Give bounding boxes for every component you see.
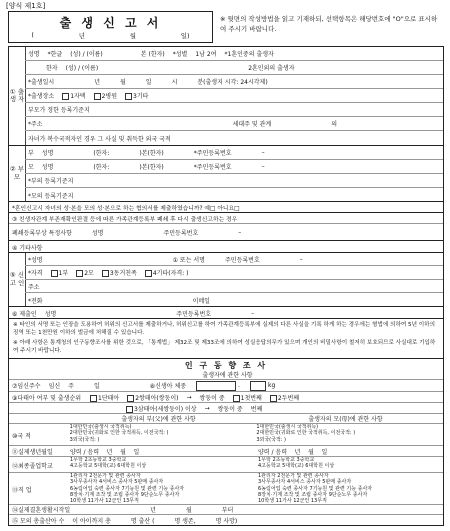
parent-info-header: 출생자의 부(父)에 관한 사항 출생자의 모(母)에 관한 사항: [9, 414, 443, 424]
multiple-nationality-row[interactable]: 자녀가 복수국적자인 경우 그 사실 및 취득한 외국 국적: [28, 136, 171, 143]
father-row[interactable]: 부 성명 (한자: )본(한자) *주민등록번호 –: [25, 146, 443, 160]
nationality-row[interactable]: ⑩국 적 1대한민국(출생시 국적취득) 2대한민국(귀화로 인한 국적취득, 이전국적: ) 3외국(국적: ) 1대한민국(출생시 국적취득) 2대한민국(귀화로 인한 국적취득, 이전국적: ) 3외국(국적: ): [9, 424, 443, 446]
filing-date: [9, 31, 212, 40]
date-part: 년: [78, 32, 85, 40]
baby-name-row[interactable]: 성명 *한글 (성) / (이름) 본 (한자) *성별 1남 2여 *1혼인중의 출생자: [25, 47, 443, 61]
address-row[interactable]: *주소 세대주 및 관계 의: [25, 117, 443, 131]
reporter-qualification-row[interactable]: *자격 1부 2모 3동거친족 4기타(자격: ): [25, 266, 443, 280]
baby-info-header: 출생자에 관한 사항: [9, 370, 443, 380]
section-submitter[interactable]: ⑥ 제출인 성명 주민등록번호 –: [9, 307, 443, 319]
form-title: 출 생 신 고 서: [59, 16, 162, 30]
section-census: [9, 359, 443, 526]
section-label: ① 출 생 자: [9, 47, 26, 145]
agreement-question[interactable]: *혼인신고시 자녀의 성·본을 모의 성·본으로 하는 협의서를 제출하였습니까? 예□ 아니요□: [9, 202, 443, 213]
section-label: ⑤ 신 고 인: [9, 253, 26, 306]
form-code: [양식 제1호]: [6, 2, 46, 10]
birthdate-row[interactable]: ⑪실제생년월일 양력 / 음력 년 월 일 양력 / 음력 년 월 일: [9, 446, 443, 457]
baby-hanja-row[interactable]: 한자 (성) / (이름) 2혼인외의 출생자: [25, 61, 443, 75]
form-header: [8, 11, 444, 45]
date-part: 일): [180, 32, 190, 40]
registration-base-row[interactable]: 부모가 정한 등록기준지: [25, 103, 443, 117]
total-births-row[interactable]: ⑮ 모의 총출산아 수 이 아이까지 총 명 출산 ( 명 생존, 명 사망): [12, 517, 238, 525]
title-box: [8, 11, 213, 43]
warning-note: ※ 타인의 서명 또는 인장을 도용하여 허위의 신고서를 제출하거나, 허위신고를 하여 가족관계등록부에 실제의 다른 사실을 기록 하게 하는 경우에는 형법에 의하여 5년 이하의 징역 또는 1천만원 이하의 벌금에 처해질 수 있습니다.: [13, 322, 435, 337]
marriage-start-row[interactable]: ⑭실제결혼생활시작일 년 월 부터: [9, 505, 443, 515]
reporter-contact-row[interactable]: *전화 이메일: [28, 297, 210, 305]
section-baby: [9, 47, 443, 146]
education-row[interactable]: ⑫최종졸업학교 1무학 2초등학교 3중학교 4고등학교 5대학(교) 6대학원 이상 1무학 2초등학교 3중학교 4고등학교 5대학(교) 6대학원 이상: [9, 457, 443, 473]
instructions: ※ 뒷면의 작성방법을 읽고 기재하되, 선택항목은 해당번호에 "O"으로 표시하여 주시기 바랍니다.: [220, 15, 438, 33]
birth-place-row[interactable]: *출생장소 1자택 2병원 3기타: [25, 89, 443, 103]
section-other[interactable]: ④ 기타사항: [9, 241, 443, 253]
census-title: 인 구 동 향 조 사: [184, 361, 268, 370]
mother-row[interactable]: 모 성명 (한자: )본(한자) *주민등록번호 –: [25, 160, 443, 174]
mother-registration-row[interactable]: *모의 등록기준지: [28, 192, 74, 200]
relation-title: ③ 친생자관계 부존재확인판결 등에 따른 가족관계등록부 폐쇄 후 다시 출생신고하는 경우: [9, 213, 443, 224]
relation-details-row[interactable]: 폐쇄등록부상 특정사항 성명 주민등록번호 –: [12, 229, 242, 237]
section-reporter: [9, 253, 443, 307]
birth-datetime-row[interactable]: *출생일시 년 월 일 시 분(출생지 시각: 24시각제): [25, 75, 443, 89]
pregnancy-weight-row[interactable]: ⑦임신주수 임신 주 일 ⑧신생아 체중 . kg: [9, 380, 443, 392]
occupation-row[interactable]: ⑬직 업 1관리자 2전문가 및 관련 종사자 3사무종사자 4서비스 종사자 5판매 종사자 6농림어업 숙련 종사자 7기능원 및 관련 기능 종사자 8장치·기계 조작 및 조립 종사자 9단순노무 종사자 10학생 11가사 12군인 13무직 1관리자 2전문가 및 관련 종사자 3사무종사자 4서비스 종사자 5판매 종사자 6농림어업 숙련 종사자 7기능원 및 관련 기능 종사자 8장치·기계 조작 및 조립 종사자 9단순노무 종사자 10학생 11가사 12군인 13무직: [9, 473, 443, 505]
father-registration-row[interactable]: *부의 등록기준지: [25, 174, 443, 188]
date-part: (: [31, 31, 34, 39]
section-relation: [9, 213, 443, 241]
section-parents: [9, 146, 443, 202]
date-part: 월: [129, 32, 137, 40]
reporter-name-row[interactable]: *성명 ① 또는 서명 주민등록번호 –: [25, 253, 443, 266]
multiple-birth-row-2[interactable]: 3삼태아(세쌍둥이) 이상 → 쌍둥이 중 번째: [9, 403, 443, 414]
section-label: ② 부 모: [9, 146, 26, 201]
birth-report-form: [8, 46, 444, 526]
reporter-address-row[interactable]: 주소: [25, 280, 443, 293]
census-note: ※ 아래 사항은 통계청의 인구동향조사를 위한 것으로, 「통계법」 제32조 및 제33조에 의하여 성실응답의무가 있으며 개인의 비밀사항이 철저히 보호되므로 사실대로 기입하여 주시기 바랍니다.: [13, 340, 436, 355]
multiple-birth-row[interactable]: ⑨다태아 여부 및 출생순위 1단태아 2쌍태아(쌍둥이) → 쌍둥이 중 1첫번째 2두번째: [9, 392, 443, 403]
notes-block: [9, 319, 443, 359]
